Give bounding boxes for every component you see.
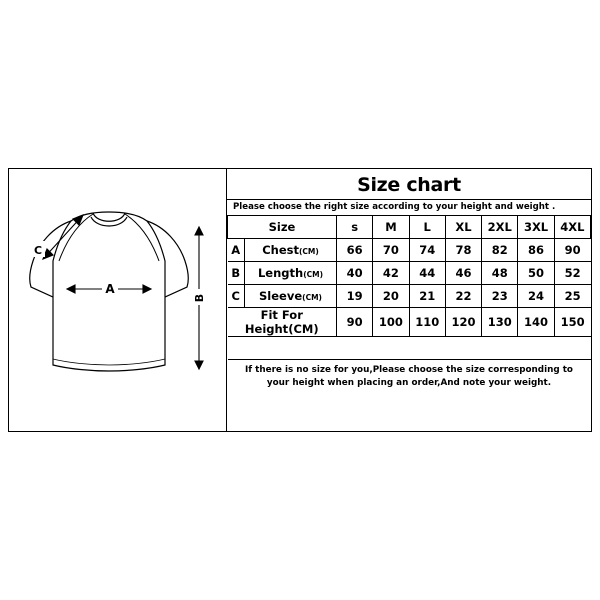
- footnote-wrap: [227, 360, 591, 431]
- row-label-unit: (CM): [303, 269, 324, 279]
- size-header-cell: Size: [228, 216, 337, 239]
- table-row: [228, 284, 591, 307]
- cell-height-4xl: 150: [554, 307, 590, 336]
- cell-length-xl: 46: [445, 261, 481, 284]
- svg-text:C: C: [33, 244, 43, 257]
- row-label-unit: (CM): [302, 292, 322, 302]
- spacer-cell: [228, 336, 591, 359]
- cell-height-2xl: 130: [482, 307, 518, 336]
- row-marker-b: B: [228, 261, 245, 284]
- cell-length-4xl: 52: [554, 261, 590, 284]
- cell-sleeve-2xl: 23: [482, 284, 518, 307]
- cell-length-l: 44: [409, 261, 445, 284]
- t-shirt-diagram-icon: [9, 169, 227, 431]
- table-row: [228, 307, 591, 336]
- cell-height-xl: 120: [445, 307, 481, 336]
- row-label-text: Fit For Height: [244, 307, 303, 336]
- cell-chest-3xl: 86: [518, 238, 554, 261]
- cell-sleeve-xl: 22: [445, 284, 481, 307]
- cell-height-s: 90: [337, 307, 373, 336]
- row-label-text: Length: [257, 265, 304, 280]
- table-spacer-row: [228, 336, 591, 359]
- table-row: [228, 238, 591, 261]
- row-label-text: Sleeve: [259, 288, 303, 303]
- column-header-3xl: 3XL: [518, 216, 554, 239]
- size-chart-frame: [8, 168, 592, 432]
- row-label-chest: [245, 238, 337, 261]
- row-label-sleeve: [245, 284, 337, 307]
- cell-chest-4xl: 90: [554, 238, 590, 261]
- column-header-s: s: [337, 216, 373, 239]
- shirt-illustration-pane: [9, 169, 227, 431]
- row-label-unit: (CM): [288, 321, 319, 336]
- column-header-m: M: [373, 216, 409, 239]
- column-header-2xl: 2XL: [482, 216, 518, 239]
- page-title: Size chart: [357, 174, 461, 196]
- cell-sleeve-l: 21: [409, 284, 445, 307]
- cell-chest-xl: 78: [445, 238, 481, 261]
- cell-length-s: 40: [337, 261, 373, 284]
- table-header-row: [228, 216, 591, 239]
- row-label-text: Chest: [262, 242, 299, 257]
- svg-text:B: B: [193, 293, 206, 303]
- chart-subtitle: Please choose the right size according to your height and weight .: [227, 199, 591, 216]
- row-marker-c: C: [228, 284, 245, 307]
- size-table-pane: [227, 169, 591, 431]
- row-label-fit-for-height: [228, 307, 337, 336]
- cell-sleeve-3xl: 24: [518, 284, 554, 307]
- cell-length-m: 42: [373, 261, 409, 284]
- cell-chest-s: 66: [337, 238, 373, 261]
- footnote-text: If there is no size for you,Please choose the size corresponding to your height when placing an order,And note your weight.: [245, 364, 573, 388]
- cell-chest-2xl: 82: [482, 238, 518, 261]
- cell-length-3xl: 50: [518, 261, 554, 284]
- svg-text:A: A: [105, 282, 115, 296]
- cell-length-2xl: 48: [482, 261, 518, 284]
- row-label-unit: (CM): [298, 246, 319, 256]
- cell-chest-l: 74: [409, 238, 445, 261]
- cell-sleeve-m: 20: [373, 284, 409, 307]
- column-header-xl: XL: [445, 216, 481, 239]
- size-table: [227, 216, 591, 360]
- cell-sleeve-s: 19: [337, 284, 373, 307]
- column-header-4xl: 4XL: [554, 216, 590, 239]
- cell-height-l: 110: [409, 307, 445, 336]
- cell-sleeve-4xl: 25: [554, 284, 590, 307]
- cell-height-m: 100: [373, 307, 409, 336]
- cell-height-3xl: 140: [518, 307, 554, 336]
- table-row: [228, 261, 591, 284]
- column-header-l: L: [409, 216, 445, 239]
- row-marker-a: A: [228, 238, 245, 261]
- cell-chest-m: 70: [373, 238, 409, 261]
- row-label-length: [245, 261, 337, 284]
